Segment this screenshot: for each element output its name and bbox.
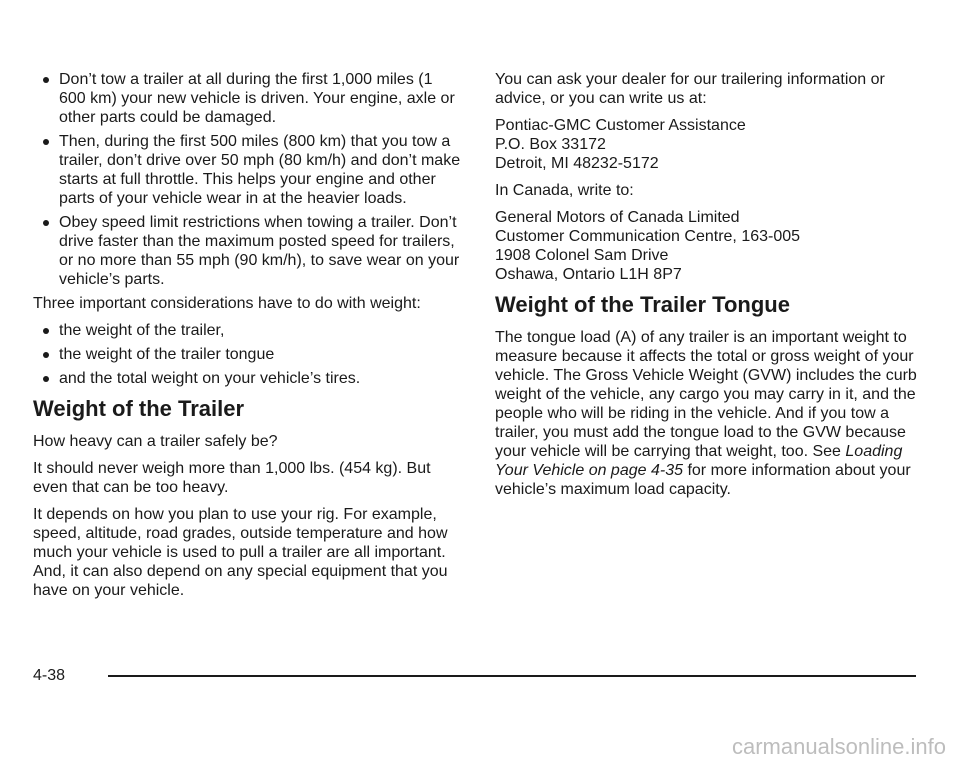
- contact-intro: You can ask your dealer for our trailering information or advice, or you can write us at:: [495, 71, 885, 107]
- bullet-item: [33, 369, 463, 388]
- tongue-paragraph: [495, 328, 920, 499]
- section-heading-tongue-weight: Weight of the Trailer Tongue: [495, 292, 790, 317]
- right-column: [495, 70, 920, 507]
- address-line: 1908 Colonel Sam Drive: [495, 247, 669, 264]
- bullet-text: Obey speed limit restrictions when towing a trailer. Don’t drive faster than the maximum posted speed for trailers, or no more than 55 mph (90 km/h), to save wear on your vehicle’s parts.: [59, 214, 460, 288]
- bullet-text: the weight of the trailer tongue: [59, 346, 275, 363]
- body-paragraph: It depends on how you plan to use your rig. For example, speed, altitude, road grades, outside temperature and how much your vehicle is used to pull a trailer are all important. And, it can also depend on any special equipment that you have on your vehicle.: [33, 506, 448, 599]
- canada-intro: In Canada, write to:: [495, 182, 634, 199]
- bullet-dot-icon: [43, 139, 49, 145]
- tongue-text-start: The tongue load (A) of any trailer is an important weight to measure because it affects the total or gross weight of your vehicle. The Gross Vehicle Weight (GVW) includes the curb weight of the vehicle, any cargo you may carry in it, and the people who will be riding in the vehicle. And if you tow a trailer, you must add the tongue load to the GVW because your vehicle will be carrying that weight, too. See: [495, 329, 917, 460]
- address-canada: [495, 208, 920, 284]
- address-line: General Motors of Canada Limited: [495, 209, 740, 226]
- bullet-dot-icon: [43, 376, 49, 382]
- bullet-item: [33, 132, 463, 208]
- section-heading-trailer-weight: Weight of the Trailer: [33, 396, 245, 421]
- bullet-item: [33, 345, 463, 364]
- address-line: Detroit, MI 48232-5172: [495, 155, 659, 172]
- bullet-text: Then, during the first 500 miles (800 km) that you tow a trailer, don’t drive over 50 mph (80 km/h) and don’t make starts at full throttle. This helps your engine and other parts of your vehicle wear in at the heavier loads.: [59, 133, 461, 207]
- bullet-text: and the total weight on your vehicle’s tires.: [59, 370, 361, 387]
- footer-divider: [108, 675, 916, 677]
- page-number: 4-38: [33, 667, 66, 684]
- bullet-text: Don’t tow a trailer at all during the first 1,000 miles (1 600 km) your new vehicle is driven. Your engine, axle or other parts could be damaged.: [59, 71, 455, 126]
- bullet-text: the weight of the trailer,: [59, 322, 225, 339]
- bullet-dot-icon: [43, 77, 49, 83]
- address-line: P.O. Box 33172: [495, 136, 606, 153]
- body-paragraph: How heavy can a trailer safely be?: [33, 433, 278, 450]
- bullet-dot-icon: [43, 220, 49, 226]
- address-line: Oshawa, Ontario L1H 8P7: [495, 266, 682, 283]
- watermark: carmanualsonline.info: [731, 734, 946, 759]
- weight-intro: Three important considerations have to do with weight:: [33, 295, 421, 312]
- left-column: [33, 70, 463, 608]
- bullet-item: [33, 321, 463, 340]
- tongue-text-end: for more information about your vehicle’s maximum load capacity.: [495, 462, 911, 498]
- bullet-item: [33, 70, 463, 127]
- cross-reference-link[interactable]: Loading Your Vehicle on page 4-35: [495, 443, 903, 479]
- body-paragraph: It should never weigh more than 1,000 lbs. (454 kg). But even that can be too heavy.: [33, 460, 431, 496]
- address-line: Customer Communication Centre, 163-005: [495, 228, 801, 245]
- bullet-item: [33, 213, 463, 289]
- address-us: [495, 116, 920, 173]
- bullet-dot-icon: [43, 352, 49, 358]
- address-line: Pontiac-GMC Customer Assistance: [495, 117, 746, 134]
- bullet-dot-icon: [43, 328, 49, 334]
